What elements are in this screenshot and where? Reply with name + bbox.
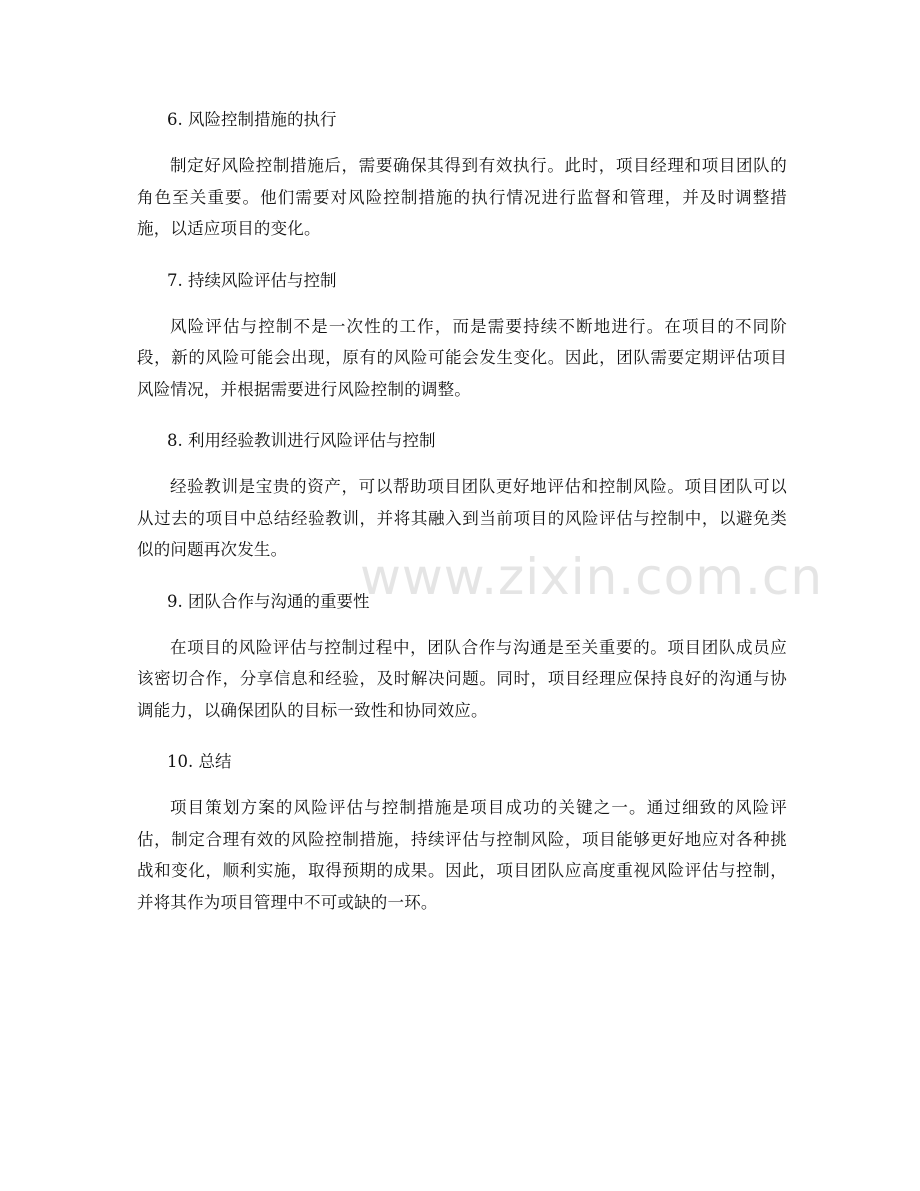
section-heading: 10. 总结: [167, 752, 232, 771]
section-6: [137, 104, 787, 245]
section-heading: 7. 持续风险评估与控制: [167, 270, 337, 290]
section-heading: 8. 利用经验教训进行风险评估与控制: [167, 431, 436, 450]
section-heading: 9. 团队合作与沟通的重要性: [167, 591, 370, 611]
section-paragraph: 在项目的风险评估与控制过程中，团队合作与沟通是至关重要的。项目团队成员应该密切合作，分享信息和经验，及时解决问题。同时，项目经理应保持良好的沟通与协调能力，以确保团队的目标一致性和协同效应。: [137, 637, 787, 720]
document-body: [137, 104, 787, 938]
section-paragraph: 风险评估与控制不是一次性的工作，而是需要持续不断地进行。在项目的不同阶段，新的风险可能会出现，原有的风险可能会发生变化。因此，团队需要定期评估项目风险情况，并根据需要进行风险控制的调整。: [137, 316, 787, 399]
section-paragraph: 项目策划方案的风险评估与控制措施是项目成功的关键之一。通过细致的风险评估，制定合理有效的风险控制措施，持续评估与控制风险，项目能够更好地应对各种挑战和变化，顺利实施，取得预期的成果。因此，项目团队应高度重视风险评估与控制，并将其作为项目管理中不可或缺的一环。: [137, 798, 787, 912]
section-paragraph: 经验教训是宝贵的资产，可以帮助项目团队更好地评估和控制风险。项目团队可以从过去的项目中总结经验教训，并将其融入到当前项目的风险评估与控制中，以避免类似的问题再次发生。: [137, 477, 787, 559]
section-paragraph: 制定好风险控制措施后，需要确保其得到有效执行。此时，项目经理和项目团队的角色至关重要。他们需要对风险控制措施的执行情况进行监督和管理，并及时调整措施，以适应项目的变化。: [137, 156, 787, 238]
section-10: [137, 746, 787, 918]
section-9: [137, 586, 787, 727]
section-7: [137, 265, 787, 406]
section-heading: 6. 风险控制措施的执行: [167, 110, 337, 129]
watermark: www.zixin.com.cn: [360, 548, 824, 606]
section-8: [137, 425, 787, 566]
